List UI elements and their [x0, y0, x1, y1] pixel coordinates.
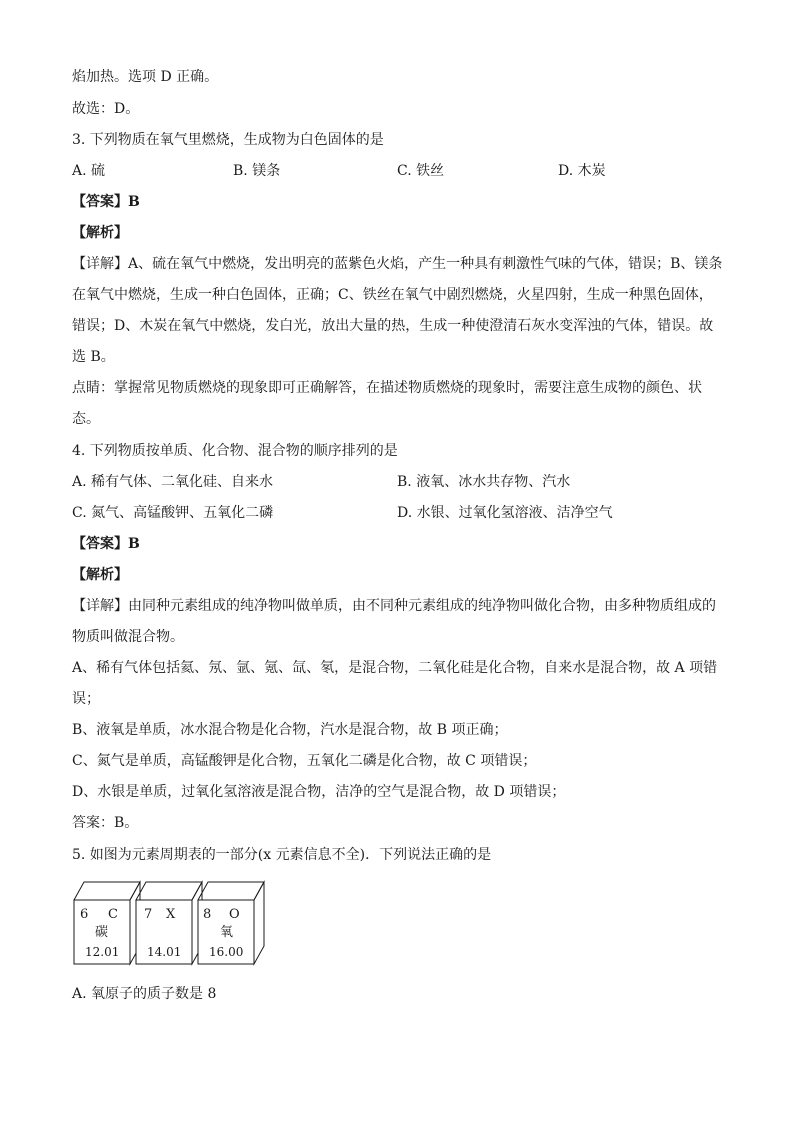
element-cell-x [136, 882, 202, 964]
atomic-mass: 12.01 [85, 945, 120, 959]
element-cell-carbon [74, 882, 140, 964]
q3-option-b: B. 镁条 [233, 163, 281, 179]
question-5-stem: 5. 如图为元素周期表的一部分(x 元素信息不全)．下列说法正确的是 [72, 847, 492, 863]
q4-option-b: B. 液氧、冰水共存物、汽水 [397, 474, 571, 490]
q3-option-d: D. 木炭 [558, 163, 606, 179]
element-symbol: O [229, 907, 240, 922]
q4-explanation-line: 误； [72, 691, 100, 707]
atomic-mass: 14.01 [147, 945, 182, 959]
atomic-number: 8 [203, 907, 212, 922]
atomic-number: 7 [144, 907, 153, 922]
q4-analysis-heading: 【解析】 [72, 567, 128, 583]
q3-tip-line: 态。 [72, 411, 100, 427]
q4-explanation-line: D、水银是单质，过氧化氢溶液是混合物，洁净的空气是混合物，故 D 项错误； [72, 784, 566, 800]
question-4-stem: 4. 下列物质按单质、化合物、混合物的顺序排列的是 [72, 443, 398, 459]
element-symbol: X [166, 907, 176, 922]
q4-explanation-line: A、稀有气体包括氦、氖、氩、氪、氙、氡，是混合物，二氧化硅是化合物，自来水是混合物，故 A 项错 [72, 660, 718, 676]
q4-conclusion: 答案：B。 [72, 815, 139, 831]
question-3-stem: 3. 下列物质在氧气里燃烧，生成物为白色固体的是 [72, 132, 384, 148]
periodic-table-fragment [72, 880, 272, 966]
q4-option-c: C. 氮气、高锰酸钾、五氧化二磷 [72, 505, 274, 521]
q3-explanation-line: 选 B。 [72, 349, 115, 365]
q3-option-a: A. 硫 [72, 163, 106, 179]
q3-answer: 【答案】B [72, 194, 140, 210]
element-cell-oxygen [198, 882, 264, 964]
q4-answer: 【答案】B [72, 536, 140, 552]
q4-explanation-line: C、氮气是单质，高锰酸钾是化合物，五氧化二磷是化合物，故 C 项错误； [72, 753, 537, 769]
q4-explanation-line: B、液氧是单质，冰水混合物是化合物，汽水是混合物，故 B 项正确； [72, 722, 508, 738]
text-line: 焰加热。选项 D 正确。 [72, 69, 219, 85]
text-line: 故选：D。 [72, 101, 140, 117]
element-symbol: C [108, 907, 118, 922]
q4-explanation-line: 【详解】由同种元素组成的纯净物叫做单质，由不同种元素组成的纯净物叫做化合物，由多种物质组成的 [72, 598, 716, 614]
q3-analysis-heading: 【解析】 [72, 225, 128, 241]
q3-option-c: C. 铁丝 [397, 163, 445, 179]
q3-tip-line: 点睛：掌握常见物质燃烧的现象即可正确解答，在描述物质燃烧的现象时，需要注意生成物的颜色、状 [72, 380, 702, 396]
q5-option-a: A. 氧原子的质子数是 8 [72, 986, 217, 1002]
atomic-mass: 16.00 [209, 945, 244, 959]
q4-option-a: A. 稀有气体、二氧化硅、自来水 [72, 474, 274, 490]
atomic-number: 6 [80, 907, 89, 922]
q4-option-d: D. 水银、过氧化氢溶液、洁净空气 [397, 505, 613, 521]
q3-explanation-line: 在氧气中燃烧，生成一种白色固体，正确；C、铁丝在氧气中剧烈燃烧，火星四射，生成一种黑色固体， [72, 287, 713, 303]
element-name: 氧 [220, 925, 234, 940]
element-name: 碳 [95, 925, 109, 940]
q3-explanation-line: 错误；D、木炭在氧气中燃烧，发白光，放出大量的热，生成一种使澄清石灰水变浑浊的气体，错误。故 [72, 318, 714, 334]
q3-explanation-line: 【详解】A、硫在氧气中燃烧，发出明亮的蓝紫色火焰，产生一种具有刺激性气味的气体，错误；B、镁条 [72, 256, 723, 272]
q4-explanation-line: 物质叫做混合物。 [72, 629, 184, 645]
